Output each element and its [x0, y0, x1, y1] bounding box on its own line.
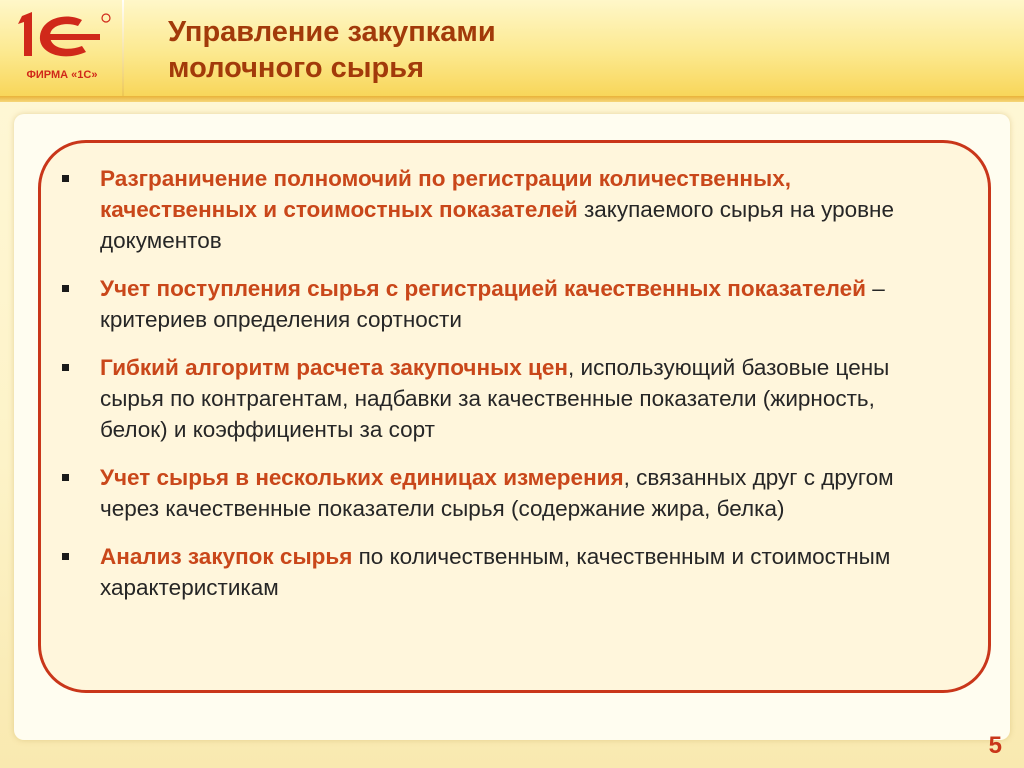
- slide-title-line1: Управление закупками: [168, 16, 496, 48]
- bullet-item: [60, 462, 930, 524]
- logo-caption: ФИРМА «1С»: [26, 69, 98, 81]
- bullet-item: [60, 352, 930, 445]
- bullet-square-icon: [62, 474, 69, 481]
- bullet-text: , связанных друг с другом через качественные показатели сырья (содержание жира, белка): [100, 465, 894, 521]
- bullet-item: [60, 273, 930, 335]
- bullet-text: , использующий базовые цены сырья по контрагентам, надбавки за качественные показатели (жирность, белок) и коэффициенты за сорт: [100, 355, 890, 442]
- bullet-square-icon: [62, 285, 69, 292]
- slide-title: [168, 14, 968, 86]
- slide-title-line2: молочного сырья: [168, 52, 424, 84]
- bullet-item: [60, 541, 930, 603]
- bullet-bold-text: Учет поступления сырья с регистрацией качественных показателей: [100, 276, 866, 301]
- logo-1c: [8, 6, 116, 88]
- logo-swoosh: [48, 34, 100, 40]
- logo-separator: [122, 0, 124, 96]
- bullet-bold-text: Учет сырья в нескольких единицах измерения: [100, 465, 624, 490]
- bullet-text: закупаемого сырья на уровне документов: [100, 197, 894, 253]
- bullet-list: [60, 163, 930, 603]
- page-number: 5: [988, 732, 1002, 759]
- logo-digit-one: [18, 12, 32, 56]
- bullet-square-icon: [62, 364, 69, 371]
- bullet-bold-text: Анализ закупок сырья: [100, 544, 353, 569]
- bullet-text: по количественным, качественным и стоимостным характеристикам: [100, 544, 891, 600]
- bullet-text: – критериев определения сортности: [100, 276, 885, 332]
- bullet-item: [60, 163, 930, 256]
- bullet-bold-text: Разграничение полномочий по регистрации количественных, качественных и стоимостных показателей: [100, 166, 791, 222]
- bullet-square-icon: [62, 175, 69, 182]
- header-divider: [0, 96, 1024, 102]
- bullet-bold-text: Гибкий алгоритм расчета закупочных цен: [100, 355, 568, 380]
- logo-registered-mark: [102, 14, 110, 22]
- bullet-square-icon: [62, 553, 69, 560]
